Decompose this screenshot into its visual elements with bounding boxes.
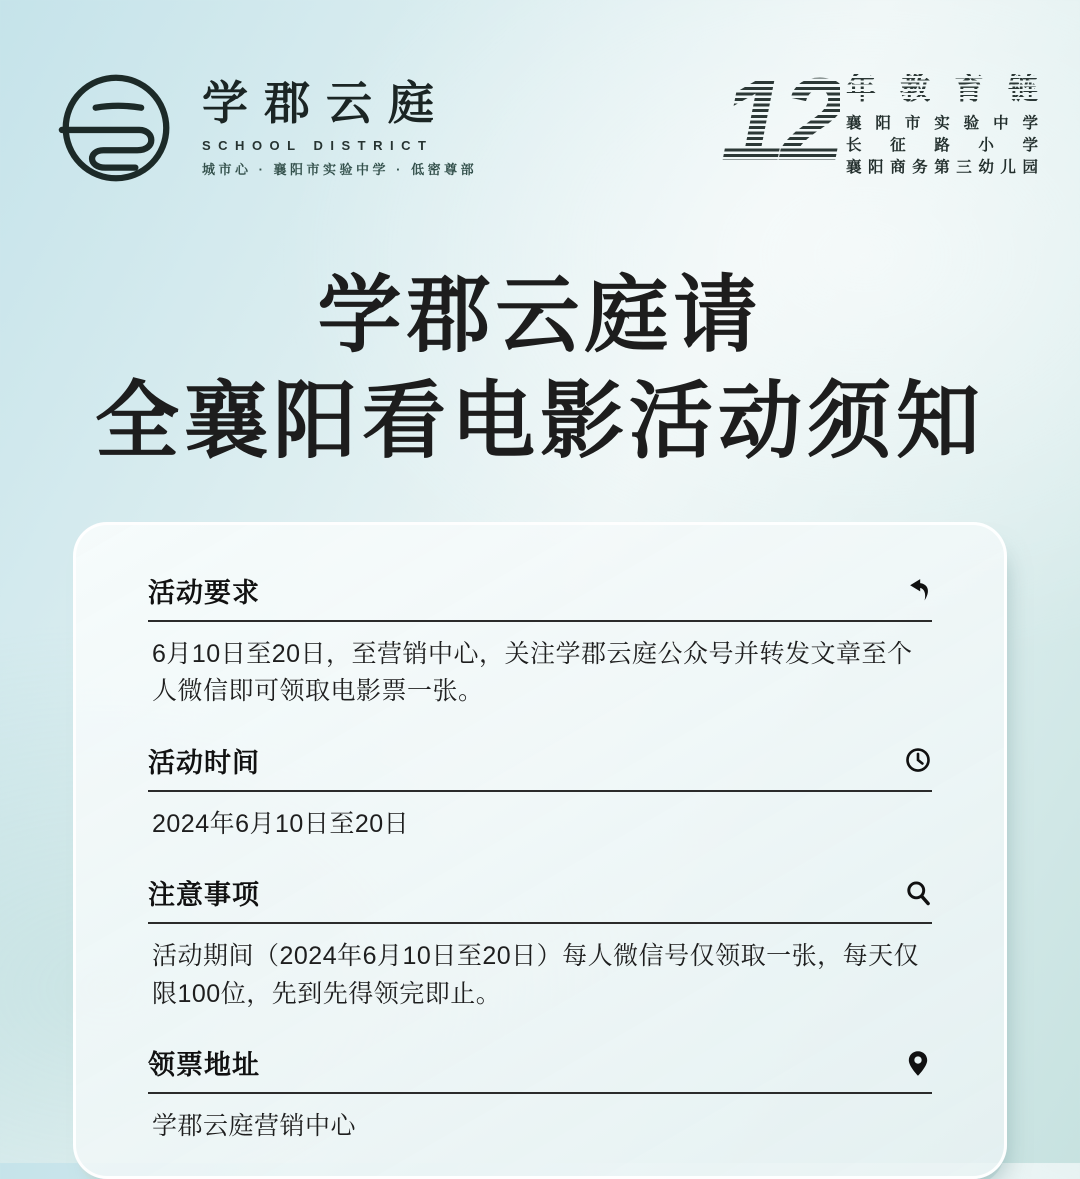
clock-icon — [904, 746, 932, 774]
section-heading: 活动时间 — [148, 747, 260, 778]
location-pin-icon — [904, 1049, 932, 1077]
badge-school: 襄阳市实验中学 — [846, 114, 1038, 132]
page-title-line2: 全襄阳看电影活动须知 — [94, 375, 985, 469]
brand-subtext: SCHOOL DISTRICT — [202, 138, 434, 154]
search-icon — [904, 879, 932, 907]
section-heading: 活动要求 — [148, 577, 260, 608]
section-body: 2024年6月10日至20日 — [152, 809, 410, 838]
section-heading: 领票地址 — [148, 1050, 260, 1081]
badge-school-list — [846, 114, 1038, 178]
brand-lockup — [58, 70, 477, 186]
badge-number: 12 — [720, 54, 840, 186]
section-activity-requirements — [148, 571, 932, 711]
section-ticket-address — [148, 1043, 932, 1146]
section-heading: 注意事项 — [148, 880, 260, 911]
page-title-line1: 学郡云庭请 — [317, 270, 763, 363]
section-header — [148, 1043, 932, 1094]
notice-card — [73, 522, 1007, 1179]
page-header — [0, 0, 1080, 186]
section-body: 学郡云庭营销中心 — [152, 1112, 357, 1141]
brand-tagline: 城市心 · 襄阳市实验中学 · 低密尊部 — [202, 162, 478, 178]
section-body: 6月10日至20日，至营销中心，关注学郡云庭公众号并转发文章至个人微信即可领取电影票一张。 — [152, 639, 913, 706]
section-notes — [148, 873, 932, 1013]
section-header — [148, 571, 932, 622]
badge-text-column — [846, 74, 1038, 178]
section-body: 活动期间（2024年6月10日至20日）每人微信号仅领取一张，每天仅限100位，先到先得领完即止。 — [152, 942, 920, 1008]
badge-suffix: 年教育链 — [846, 73, 1038, 106]
reply-arrow-icon — [904, 576, 932, 604]
page-title — [0, 264, 1080, 476]
section-header — [148, 873, 932, 924]
brand-text — [202, 78, 477, 179]
section-activity-time — [148, 741, 932, 844]
badge-school: 襄阳商务第三幼儿园 — [846, 159, 1038, 177]
brand-name: 学郡云庭 — [202, 76, 450, 129]
section-header — [148, 741, 932, 792]
education-chain-badge — [720, 54, 1038, 186]
cloud-globe-icon — [58, 70, 174, 186]
badge-school: 长征路小学 — [846, 136, 1038, 154]
